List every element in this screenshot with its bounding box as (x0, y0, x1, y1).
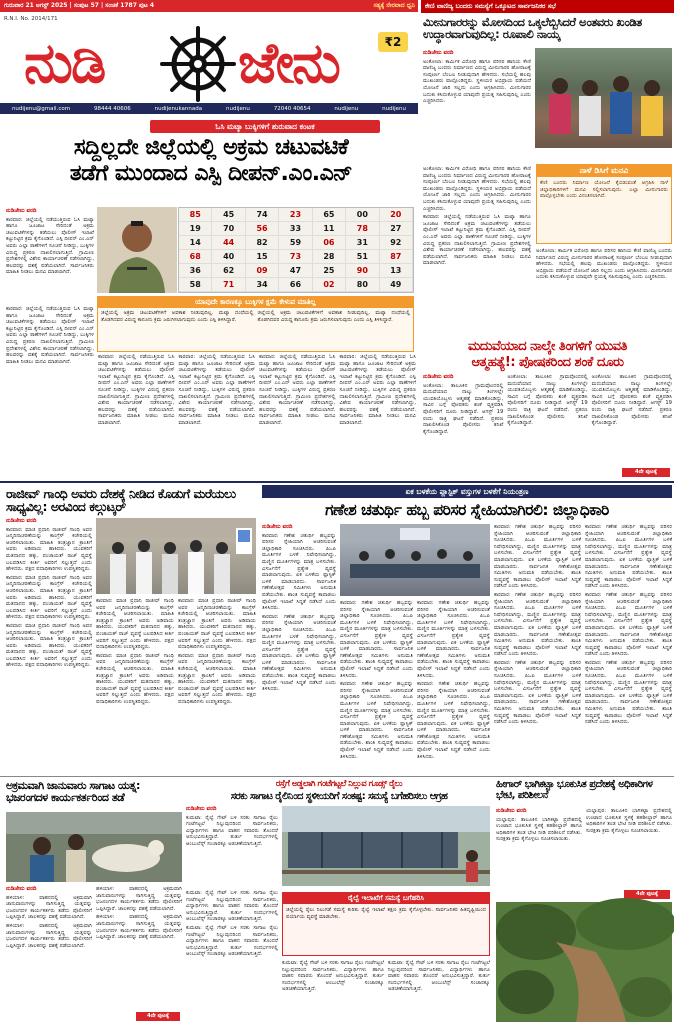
lead-col-4: ಕಾರವಾರ: ಜಿಲ್ಲೆಯಲ್ಲಿ ನಡೆಯುತ್ತಿರುವ ಓಸಿ ಮಟ್ಕಾ ಹಾಗೂ ಜೂಜಾಟ ಸೇರಿದಂತೆ ಅಕ್ರಮ ಚಟುವಟಿಕೆಗಳನ್ನು ತಡೆಯಲು ಪೊಲೀಸ್ ಇಲಾಖೆ ಕಟ್ಟುನಿಟ್ಟಿನ ಕ್ರಮ ಕೈಗೊಂಡಿದೆ. ಎಸ್ಪಿ ದೀಪನ್ ಎಂ.ಎನ್ ಅವರು ಎಲ್ಲಾ ಠಾಣೆಗಳಿಗೆ ಸೂಚನೆ ನೀಡಿದ್ದು, ಬುಕ್ಕಿಗಳ ವಿರುದ್ಧ ಪ್ರಕರಣ ದಾಖಲಿಸಲಾಗುತ್ತಿದೆ. ಗ್ರಾಮೀಣ ಪ್ರದೇಶಗಳಲ್ಲಿ ವಿಶೇಷ ಕಾರ್ಯಾಚರಣೆ ನಡೆಸಲಾಗಿದ್ದು, ಹಲವರನ್ನು ವಶಕ್ಕೆ ಪಡೆಯಲಾಗಿದೆ. ಸಾರ್ವಜನಿಕರು ಮಾಹಿತಿ ನೀಡಲು ಮನವಿ ಮಾಡಲಾಗಿದೆ. (178, 354, 255, 426)
rajiv-col-3 (178, 598, 256, 770)
land-byline: ನುಡಿಜೇನು ವರದಿ (496, 808, 527, 814)
yatra-headline: ಅಕ್ರಮವಾಗಿ ಜಾನುವಾರು ಸಾಗಾಟ ಯತ್ನ: ಭಜರಂಗದಳ ಕಾರ್ಯಕರ್ತರಿಂದ ತಡೆ (6, 779, 140, 804)
yatra-photo (6, 812, 182, 882)
matka-number-cell: 34 (246, 278, 279, 292)
right-story-headline: ಮೀನುಗಾರರನ್ನು ಮೋಸದಿಂದ ಒಕ್ಕಲೆಬ್ಬಿಸಿದರೆ ಅಂತವರು ಖಂಡಿತ ಉದ್ಧಾರವಾಗುವುದಿಲ್ಲ: ರೂಪಾಲಿ ನಾಯ್ಕ (423, 15, 642, 42)
yatra-text-1b: ಹಳಿಯಾಳ: ವಾಹನದಲ್ಲಿ ಅಕ್ರಮವಾಗಿ ಜಾನುವಾರುಗಳನ್ನು ಸಾಗಿಸುತ್ತಿದ್ದ ಯತ್ನವನ್ನು ಭಜರಂಗದಳ ಕಾರ್ಯಕರ್ತರು ತಡೆದು ಪೊಲೀಸರಿಗೆ ಒಪ್ಪಿಸಿದ್ದಾರೆ. ಚಾಲಕನನ್ನು ವಶಕ್ಕೆ ಪಡೆಯಲಾಗಿದೆ. (6, 922, 92, 949)
ganesh-right-cols (494, 524, 672, 772)
ganesh-col-3 (417, 600, 490, 772)
masthead-title-left: ನುಡಿ (24, 31, 105, 96)
rajiv-text-2b: ಕಾರವಾರ: ಮಾಜಿ ಪ್ರಧಾನಿ ರಾಜೀವ್ ಗಾಂಧಿ ಅವರ ಜನ್ಮದಿನಾಚರಣೆಯನ್ನು ಕಾಂಗ್ರೆಸ್ ಕಚೇರಿಯಲ್ಲಿ ಆಚರಿಸಲಾಯಿತು. ಮಾಹಿತಿ ತಂತ್ರಜ್ಞಾನ ಕ್ರಾಂತಿಗೆ ಅವರು ಅಡಿಪಾಯ ಹಾಕಿದರು. ಯುವಕರಿಗೆ ಮತದಾನದ ಹಕ್ಕು, ಪಂಚಾಯತ್ ರಾಜ್ ವ್ಯವಸ್ಥೆ ಬಲಪಡಿಸಿದ ಕೀರ್ತಿ ಅವರಿಗೆ ಸಲ್ಲುತ್ತದೆ ಎಂದು ಹೇಳಿದರು. ಪಕ್ಷದ ಪದಾಧಿಕಾರಿಗಳು ಉಪಸ್ಥಿತರಿದ್ದರು. (96, 652, 174, 705)
matka-number-cell: 23 (279, 208, 312, 222)
right-story-continued-b (536, 248, 672, 336)
matka-number-cell: 28 (313, 250, 346, 264)
land-headline: ಹೀಗಾರ್ ಭಾಗಿಕಟ್ಟಾ ಭೂಕುಸಿತ ಪ್ರದೇಶಕ್ಕೆ ಅಧಿಕಾರಿಗಳ ಭೇಟಿ, ಪರಿಶೀಲನೆ (496, 779, 653, 801)
rajiv-text-1c: ಕಾರವಾರ: ಮಾಜಿ ಪ್ರಧಾನಿ ರಾಜೀವ್ ಗಾಂಧಿ ಅವರ ಜನ್ಮದಿನಾಚರಣೆಯನ್ನು ಕಾಂಗ್ರೆಸ್ ಕಚೇರಿಯಲ್ಲಿ ಆಚರಿಸಲಾಯಿತು. ಮಾಹಿತಿ ತಂತ್ರಜ್ಞಾನ ಕ್ರಾಂತಿಗೆ ಅವರು ಅಡಿಪಾಯ ಹಾಕಿದರು. ಯುವಕರಿಗೆ ಮತದಾನದ ಹಕ್ಕು, ಪಂಚಾಯತ್ ರಾಜ್ ವ್ಯವಸ್ಥೆ ಬಲಪಡಿಸಿದ ಕೀರ್ತಿ ಅವರಿಗೆ ಸಲ್ಲುತ್ತದೆ ಎಂದು ಹೇಳಿದರು. ಪಕ್ಷದ ಪದಾಧಿಕಾರಿಗಳು ಉಪಸ್ಥಿತರಿದ್ದರು. (6, 622, 92, 669)
matka-number-cell: 06 (313, 236, 346, 250)
yatra-text-2b: ಹಳಿಯಾಳ: ವಾಹನದಲ್ಲಿ ಅಕ್ರಮವಾಗಿ ಜಾನುವಾರುಗಳನ್ನು ಸಾಗಿಸುತ್ತಿದ್ದ ಯತ್ನವನ್ನು ಭಜರಂಗದಳ ಕಾರ್ಯಕರ್ತರು ತಡೆದು ಪೊಲೀಸರಿಗೆ ಒಪ್ಪಿಸಿದ್ದಾರೆ. ಚಾಲಕನನ್ನು ವಶಕ್ಕೆ ಪಡೆಯಲಾಗಿದೆ. (96, 914, 182, 941)
suicide-body (423, 374, 672, 478)
right-story-byline: ನುಡಿಜೇನು ವರದಿ (423, 50, 454, 56)
ship-wheel-logo (160, 26, 236, 102)
matka-number-cell: 27 (380, 222, 413, 236)
rail-lower-cols (282, 960, 490, 1022)
land-body (496, 808, 672, 898)
matka-number-cell: 58 (179, 278, 212, 292)
yatra-col-2 (96, 886, 182, 1022)
rail-box-body: ಜಿಲ್ಲೆಯಲ್ಲಿ ರೈಲು ನಿಲುಗಡೆ ಸಮಸ್ಯೆ ಕುರಿತು ರೈಲ್ವೆ ಇಲಾಖೆ ತಕ್ಷಣ ಕ್ರಮ ಕೈಗೊಳ್ಳಬೇಕು. ಸಾರ್ವಜನಿಕರ ಹಿತದೃಷ್ಟಿಯಿಂದ ಪರ್ಯಾಯ ವ್ಯವಸ್ಥೆ ಮಾಡಬೇಕು. (286, 907, 486, 920)
land-text-1: ಯಲ್ಲಾಪುರ: ತಾಲೂಕಿನ ಭಾಗಿಕಟ್ಟಾ ಪ್ರದೇಶದಲ್ಲಿ ಉಂಟಾದ ಭೂಕುಸಿತ ಸ್ಥಳಕ್ಕೆ ತಹಶೀಲ್ದಾರ್ ಹಾಗೂ ಅಧಿಕಾರಿಗಳ ತಂಡ ಭೇಟಿ ನೀಡಿ ಪರಿಶೀಲನೆ ನಡೆಸಿತು. ಸುರಕ್ಷತಾ ಕ್ರಮ ಕೈಗೊಳ್ಳಲು ಸೂಚಿಸಲಾಯಿತು. (496, 816, 582, 843)
rni-number: R.N.I. No. 2014/171 (4, 16, 58, 22)
matka-number-cell: 92 (380, 236, 413, 250)
yatra-byline: ನುಡಿಜೇನು ವರದಿ (6, 886, 37, 892)
matka-chart (178, 207, 414, 293)
ganesh-col-5 (585, 524, 672, 772)
instagram-handle: nudijenu (226, 105, 250, 112)
rail-col-3: ಕುಮಟಾ: ರೈಲ್ವೆ ಗೇಟ್ ಬಳಿ ಸರಕು ಸಾಗಾಟ ರೈಲು ಗಂಟೆಗಟ್ಟಲೆ ನಿಲ್ಲುವುದರಿಂದ ಸಾರ್ವಜನಿಕರು, ವಿದ್ಯಾರ್ಥಿಗಳು ಹಾಗೂ ವಾಹನ ಸವಾರರು ತೊಂದರೆ ಅನುಭವಿಸುತ್ತಿದ್ದಾರೆ. ತುರ್ತು ಸಂದರ್ಭಗಳಲ್ಲಿ ಆಂಬುಲೆನ್ಸ್ ಸಂಚಾರಕ್ಕೂ ಅಡಚಣೆಯಾಗುತ್ತಿದೆ. (388, 960, 490, 993)
rail-text-1b: ಕುಮಟಾ: ರೈಲ್ವೆ ಗೇಟ್ ಬಳಿ ಸರಕು ಸಾಗಾಟ ರೈಲು ಗಂಟೆಗಟ್ಟಲೆ ನಿಲ್ಲುವುದರಿಂದ ಸಾರ್ವಜನಿಕರು, ವಿದ್ಯಾರ್ಥಿಗಳು ಹಾಗೂ ವಾಹನ ಸವಾರರು ತೊಂದರೆ ಅನುಭವಿಸುತ್ತಿದ್ದಾರೆ. ತುರ್ತು ಸಂದರ್ಭಗಳಲ್ಲಿ ಆಂಬುಲೆನ್ಸ್ ಸಂಚಾರಕ್ಕೂ ಅಡಚಣೆಯಾಗುತ್ತಿದೆ. (186, 890, 278, 923)
matka-number-cell: 70 (212, 222, 245, 236)
land-continued-tag[interactable]: 4ನೇ ಪುಟಕ್ಕೆ (624, 890, 670, 899)
rajiv-text-1: ಕಾರವಾರ: ಮಾಜಿ ಪ್ರಧಾನಿ ರಾಜೀವ್ ಗಾಂಧಿ ಅವರ ಜನ್ಮದಿನಾಚರಣೆಯನ್ನು ಕಾಂಗ್ರೆಸ್ ಕಚೇರಿಯಲ್ಲಿ ಆಚರಿಸಲಾಯಿತು. ಮಾಹಿತಿ ತಂತ್ರಜ್ಞಾನ ಕ್ರಾಂತಿಗೆ ಅವರು ಅಡಿಪಾಯ ಹಾಕಿದರು. ಯುವಕರಿಗೆ ಮತದಾನದ ಹಕ್ಕು, ಪಂಚಾಯತ್ ರಾಜ್ ವ್ಯವಸ್ಥೆ ಬಲಪಡಿಸಿದ ಕೀರ್ತಿ ಅವರಿಗೆ ಸಲ್ಲುತ್ತದೆ ಎಂದು ಹೇಳಿದರು. ಪಕ್ಷದ ಪದಾಧಿಕಾರಿಗಳು ಉಪಸ್ಥಿತರಿದ್ದರು. (6, 526, 92, 573)
suicide-text-3: ಅಂಕೋಲಾ: ತಾಲೂಕಿನ ಗ್ರಾಮವೊಂದರಲ್ಲಿ ಮದುವೆಯಾದ ನಾಲ್ಕು ತಿಂಗಳಲ್ಲೇ ಯುವತಿಯೊಬ್ಬಳು ಆತ್ಮಹತ್ಯೆ ಮಾಡಿಕೊಂಡಿದ್ದು, ಸಾವಿನ ಬಗ್ಗೆ ಪೋಷಕರು ಶಂಕೆ ವ್ಯಕ್ತಪಡಿಸಿ ಪೊಲೀಸರಿಗೆ ದೂರು ನೀಡಿದ್ದಾರೆ. ಆಗಸ್ಟ್ 19 ರಂದು ರಾತ್ರಿ ಘಟನೆ ನಡೆದಿದೆ. ಪ್ರಕರಣ ದಾಖಲಿಸಿಕೊಂಡ ಪೊಲೀಸರು ತನಿಖೆ ಕೈಗೊಂಡಿದ್ದಾರೆ. (591, 374, 672, 427)
rail-byline: ನುಡಿಜೇನು ವರದಿ (186, 806, 217, 812)
matka-number-cell: 47 (279, 264, 312, 278)
ganesh-text-2: ಕಾರವಾರ: ಗಣೇಶ ಚತುರ್ಥಿ ಹಬ್ಬವನ್ನು ಪರಿಸರ ಸ್ನೇಹಿಯಾಗಿ ಆಚರಿಸುವಂತೆ ಜಿಲ್ಲಾಧಿಕಾರಿ ಸೂಚಿಸಿದರು. ಪಿಒಪಿ ಮೂರ್ತಿಗಳ ಬಳಕೆ ನಿಷೇಧಿಸಲಾಗಿದ್ದು, ಮಣ್ಣಿನ ಮೂರ್ತಿಗಳನ್ನು ಮಾತ್ರ ಬಳಸಬೇಕು. ವಿಸರ್ಜನೆಗೆ ಪ್ರತ್ಯೇಕ ವ್ಯವಸ್ಥೆ ಮಾಡಲಾಗುವುದು. ಏಕ ಬಳಕೆಯ ಪ್ಲಾಸ್ಟಿಕ್ ಬಳಕೆ ಮಾಡಬಾರದು. ಸಾರ್ವಜನಿಕ ಗಣೇಶೋತ್ಸವ ಸಮಿತಿಗಳು ಅನುಮತಿ ಪಡೆಯಬೇಕು. ಶಾಂತಿ ಸುವ್ಯವಸ್ಥೆ ಕಾಪಾಡಲು ಪೊಲೀಸ್ ಇಲಾಖೆ ಸಿದ್ಧತೆ ನಡೆಸಿದೆ ಎಂದು ತಿಳಿಸಿದರು. (340, 600, 413, 679)
rajiv-text-3b: ಕಾರವಾರ: ಮಾಜಿ ಪ್ರಧಾನಿ ರಾಜೀವ್ ಗಾಂಧಿ ಅವರ ಜನ್ಮದಿನಾಚರಣೆಯನ್ನು ಕಾಂಗ್ರೆಸ್ ಕಚೇರಿಯಲ್ಲಿ ಆಚರಿಸಲಾಯಿತು. ಮಾಹಿತಿ ತಂತ್ರಜ್ಞಾನ ಕ್ರಾಂತಿಗೆ ಅವರು ಅಡಿಪಾಯ ಹಾಕಿದರು. ಯುವಕರಿಗೆ ಮತದಾನದ ಹಕ್ಕು, ಪಂಚಾಯತ್ ರಾಜ್ ವ್ಯವಸ್ಥೆ ಬಲಪಡಿಸಿದ ಕೀರ್ತಿ ಅವರಿಗೆ ಸಲ್ಲುತ್ತದೆ ಎಂದು ಹೇಳಿದರು. ಪಕ್ಷದ ಪದಾಧಿಕಾರಿಗಳು ಉಪಸ್ಥಿತರಿದ್ದರು. (178, 652, 256, 705)
rail-photo (282, 806, 490, 886)
ganesh-col-2 (340, 600, 413, 772)
land-text-2: ಯಲ್ಲಾಪುರ: ತಾಲೂಕಿನ ಭಾಗಿಕಟ್ಟಾ ಪ್ರದೇಶದಲ್ಲಿ ಉಂಟಾದ ಭೂಕುಸಿತ ಸ್ಥಳಕ್ಕೆ ತಹಶೀಲ್ದಾರ್ ಹಾಗೂ ಅಧಿಕಾರಿಗಳ ತಂಡ ಭೇಟಿ ನೀಡಿ ಪರಿಶೀಲನೆ ನಡೆಸಿತು. ಸುರಕ್ಷತಾ ಕ್ರಮ ಕೈಗೊಳ್ಳಲು ಸೂಚಿಸಲಾಯಿತು. (586, 808, 672, 834)
rail-text-1: ಕುಮಟಾ: ರೈಲ್ವೆ ಗೇಟ್ ಬಳಿ ಸರಕು ಸಾಗಾಟ ರೈಲು ಗಂಟೆಗಟ್ಟಲೆ ನಿಲ್ಲುವುದರಿಂದ ಸಾರ್ವಜನಿಕರು, ವಿದ್ಯಾರ್ಥಿಗಳು ಹಾಗೂ ವಾಹನ ಸವಾರರು ತೊಂದರೆ ಅನುಭವಿಸುತ್ತಿದ್ದಾರೆ. ತುರ್ತು ಸಂದರ್ಭಗಳಲ್ಲಿ ಆಂಬುಲೆನ್ಸ್ ಸಂಚಾರಕ್ಕೂ ಅಡಚಣೆಯಾಗುತ್ತಿದೆ. (186, 814, 278, 847)
yatra-body (6, 886, 182, 1022)
email-text: nudijenu@gmail.com (11, 105, 71, 112)
rajiv-lower-cols (96, 598, 256, 770)
rajiv-text-1b: ಕಾರವಾರ: ಮಾಜಿ ಪ್ರಧಾನಿ ರಾಜೀವ್ ಗಾಂಧಿ ಅವರ ಜನ್ಮದಿನಾಚರಣೆಯನ್ನು ಕಾಂಗ್ರೆಸ್ ಕಚೇರಿಯಲ್ಲಿ ಆಚರಿಸಲಾಯಿತು. ಮಾಹಿತಿ ತಂತ್ರಜ್ಞಾನ ಕ್ರಾಂತಿಗೆ ಅವರು ಅಡಿಪಾಯ ಹಾಕಿದರು. ಯುವಕರಿಗೆ ಮತದಾನದ ಹಕ್ಕು, ಪಂಚಾಯತ್ ರಾಜ್ ವ್ಯವಸ್ಥೆ ಬಲಪಡಿಸಿದ ಕೀರ್ತಿ ಅವರಿಗೆ ಸಲ್ಲುತ್ತದೆ ಎಂದು ಹೇಳಿದರು. ಪಕ್ಷದ ಪದಾಧಿಕಾರಿಗಳು ಉಪಸ್ಥಿತರಿದ್ದರು. (6, 574, 92, 621)
matka-number-cell: 74 (246, 208, 279, 222)
yatra-continued-tag[interactable]: 4ನೇ ಪುಟಕ್ಕೆ (136, 1012, 180, 1021)
matka-number-cell: 90 (346, 264, 379, 278)
matka-number-cell: 62 (212, 264, 245, 278)
land-col-2 (586, 808, 672, 898)
matka-number-cell: 20 (380, 208, 413, 222)
appeal-box-title: ನಾಳೆ ಡಿಸಿಗೆ ಮನವಿ (537, 165, 671, 177)
contact-bar (0, 103, 418, 114)
lead-headline-2: ತಡೆಗೆ ಮುಂದಾದ ಎಸ್ಪಿ ದೀಪನ್.ಎಂ.ಎನ್ (69, 161, 353, 186)
lead-col-2: ಕಾರವಾರ: ಜಿಲ್ಲೆಯಲ್ಲಿ ನಡೆಯುತ್ತಿರುವ ಓಸಿ ಮಟ್ಕಾ ಹಾಗೂ ಜೂಜಾಟ ಸೇರಿದಂತೆ ಅಕ್ರಮ ಚಟುವಟಿಕೆಗಳನ್ನು ತಡೆಯಲು ಪೊಲೀಸ್ ಇಲಾಖೆ ಕಟ್ಟುನಿಟ್ಟಿನ ಕ್ರಮ ಕೈಗೊಂಡಿದೆ. ಎಸ್ಪಿ ದೀಪನ್ ಎಂ.ಎನ್ ಅವರು ಎಲ್ಲಾ ಠಾಣೆಗಳಿಗೆ ಸೂಚನೆ ನೀಡಿದ್ದು, ಬುಕ್ಕಿಗಳ ವಿರುದ್ಧ ಪ್ರಕರಣ ದಾಖಲಿಸಲಾಗುತ್ತಿದೆ. ಗ್ರಾಮೀಣ ಪ್ರದೇಶಗಳಲ್ಲಿ ವಿಶೇಷ ಕಾರ್ಯಾಚರಣೆ ನಡೆಸಲಾಗಿದ್ದು, ಹಲವರನ್ನು ವಶಕ್ಕೆ ಪಡೆಯಲಾಗಿದೆ. ಸಾರ್ವಜನಿಕರು ಮಾಹಿತಿ ನೀಡಲು ಮನವಿ ಮಾಡಲಾಗಿದೆ. (6, 306, 94, 365)
right-story-text-4: ಅಂಕೋಲಾ: ಕಾರ್ಮಿಕ ವಿರೋಧಿ ಹಾಗೂ ಪರಿಸರ ಹಾನಿಯ ಕೇಣಿ ವಾಣಿಜ್ಯ ಬಂದರು ನಿರ್ಮಾಣದ ವಿರುದ್ಧ ಮೀನುಗಾರರ ಹೋರಾಟಕ್ಕೆ ಸಂಪೂರ್ಣ ಬೆಂಬಲ ನೀಡುವುದಾಗಿ ಹೇಳಿದರು. ಸಭೆಯಲ್ಲಿ ಹಲವು ಮುಖಂಡರು ಪಾಲ್ಗೊಂಡಿದ್ದರು. ಸ್ಥಳೀಯರ ಅಭಿಪ್ರಾಯ ಪಡೆಯದೆ ಯೋಜನೆ ಜಾರಿ ಸಲ್ಲದು ಎಂದು ಆಗ್ರಹಿಸಿದರು. ಮೀನುಗಾರರ ಬದುಕು ಕಸಿದುಕೊಳ್ಳುವ ಯಾವುದೇ ಪ್ರಯತ್ನ ಸಹಿಸುವುದಿಲ್ಲ ಎಂದು ಎಚ್ಚರಿಸಿದರು. (536, 248, 672, 281)
ganesh-text-5b: ಕಾರವಾರ: ಗಣೇಶ ಚತುರ್ಥಿ ಹಬ್ಬವನ್ನು ಪರಿಸರ ಸ್ನೇಹಿಯಾಗಿ ಆಚರಿಸುವಂತೆ ಜಿಲ್ಲಾಧಿಕಾರಿ ಸೂಚಿಸಿದರು. ಪಿಒಪಿ ಮೂರ್ತಿಗಳ ಬಳಕೆ ನಿಷೇಧಿಸಲಾಗಿದ್ದು, ಮಣ್ಣಿನ ಮೂರ್ತಿಗಳನ್ನು ಮಾತ್ರ ಬಳಸಬೇಕು. ವಿಸರ್ಜನೆಗೆ ಪ್ರತ್ಯೇಕ ವ್ಯವಸ್ಥೆ ಮಾಡಲಾಗುವುದು. ಏಕ ಬಳಕೆಯ ಪ್ಲಾಸ್ಟಿಕ್ ಬಳಕೆ ಮಾಡಬಾರದು. ಸಾರ್ವಜನಿಕ ಗಣೇಶೋತ್ಸವ ಸಮಿತಿಗಳು ಅನುಮತಿ ಪಡೆಯಬೇಕು. ಶಾಂತಿ ಸುವ್ಯವಸ್ಥೆ ಕಾಪಾಡಲು ಪೊಲೀಸ್ ಇಲಾಖೆ ಸಿದ್ಧತೆ ನಡೆಸಿದೆ ಎಂದು ತಿಳಿಸಿದರು. (585, 591, 672, 658)
plastic-ticker: ಏಕ ಬಳಕೆಯ ಪ್ಲಾಸ್ಟಿಕ್ ವಸ್ತುಗಳ ಬಳಕೆಗೆ ನಿಯಂತ್ರಣ (262, 485, 672, 498)
ganesh-text-4: ಕಾರವಾರ: ಗಣೇಶ ಚತುರ್ಥಿ ಹಬ್ಬವನ್ನು ಪರಿಸರ ಸ್ನೇಹಿಯಾಗಿ ಆಚರಿಸುವಂತೆ ಜಿಲ್ಲಾಧಿಕಾರಿ ಸೂಚಿಸಿದರು. ಪಿಒಪಿ ಮೂರ್ತಿಗಳ ಬಳಕೆ ನಿಷೇಧಿಸಲಾಗಿದ್ದು, ಮಣ್ಣಿನ ಮೂರ್ತಿಗಳನ್ನು ಮಾತ್ರ ಬಳಸಬೇಕು. ವಿಸರ್ಜನೆಗೆ ಪ್ರತ್ಯೇಕ ವ್ಯವಸ್ಥೆ ಮಾಡಲಾಗುವುದು. ಏಕ ಬಳಕೆಯ ಪ್ಲಾಸ್ಟಿಕ್ ಬಳಕೆ ಮಾಡಬಾರದು. ಸಾರ್ವಜನಿಕ ಗಣೇಶೋತ್ಸವ ಸಮಿತಿಗಳು ಅನುಮತಿ ಪಡೆಯಬೇಕು. ಶಾಂತಿ ಸುವ್ಯವಸ್ಥೆ ಕಾಪಾಡಲು ಪೊಲೀಸ್ ಇಲಾಖೆ ಸಿದ್ಧತೆ ನಡೆಸಿದೆ ಎಂದು ತಿಳಿಸಿದರು. (494, 524, 581, 590)
quote-box-title: ಯಾವುದೇ ಕಾರಣಕ್ಕೂ ಬುಕ್ಕಿಗಳ ಕ್ಷಮೆ ಕೇಳುವ ಮಾತಿಲ್ಲ (98, 297, 413, 308)
ganesh-text-5: ಕಾರವಾರ: ಗಣೇಶ ಚತುರ್ಥಿ ಹಬ್ಬವನ್ನು ಪರಿಸರ ಸ್ನೇಹಿಯಾಗಿ ಆಚರಿಸುವಂತೆ ಜಿಲ್ಲಾಧಿಕಾರಿ ಸೂಚಿಸಿದರು. ಪಿಒಪಿ ಮೂರ್ತಿಗಳ ಬಳಕೆ ನಿಷೇಧಿಸಲಾಗಿದ್ದು, ಮಣ್ಣಿನ ಮೂರ್ತಿಗಳನ್ನು ಮಾತ್ರ ಬಳಸಬೇಕು. ವಿಸರ್ಜನೆಗೆ ಪ್ರತ್ಯೇಕ ವ್ಯವಸ್ಥೆ ಮಾಡಲಾಗುವುದು. ಏಕ ಬಳಕೆಯ ಪ್ಲಾಸ್ಟಿಕ್ ಬಳಕೆ ಮಾಡಬಾರದು. ಸಾರ್ವಜನಿಕ ಗಣೇಶೋತ್ಸವ ಸಮಿತಿಗಳು ಅನುಮತಿ ಪಡೆಯಬೇಕು. ಶಾಂತಿ ಸುವ್ಯವಸ್ಥೆ ಕಾಪಾಡಲು ಪೊಲೀಸ್ ಇಲಾಖೆ ಸಿದ್ಧತೆ ನಡೆಸಿದೆ ಎಂದು ತಿಳಿಸಿದರು. (585, 524, 672, 590)
rail-col-1b (186, 890, 278, 1022)
lead-col-1 (6, 208, 94, 304)
price-badge: ₹2 (378, 32, 408, 52)
rajiv-photo (96, 518, 256, 594)
land-col-1 (496, 808, 582, 898)
right-story-photo (535, 48, 672, 148)
rajiv-text-2: ಕಾರವಾರ: ಮಾಜಿ ಪ್ರಧಾನಿ ರಾಜೀವ್ ಗಾಂಧಿ ಅವರ ಜನ್ಮದಿನಾಚರಣೆಯನ್ನು ಕಾಂಗ್ರೆಸ್ ಕಚೇರಿಯಲ್ಲಿ ಆಚರಿಸಲಾಯಿತು. ಮಾಹಿತಿ ತಂತ್ರಜ್ಞಾನ ಕ್ರಾಂತಿಗೆ ಅವರು ಅಡಿಪಾಯ ಹಾಕಿದರು. ಯುವಕರಿಗೆ ಮತದಾನದ ಹಕ್ಕು, ಪಂಚಾಯತ್ ರಾಜ್ ವ್ಯವಸ್ಥೆ ಬಲಪಡಿಸಿದ ಕೀರ್ತಿ ಅವರಿಗೆ ಸಲ್ಲುತ್ತದೆ ಎಂದು ಹೇಳಿದರು. ಪಕ್ಷದ ಪದಾಧಿಕಾರಿಗಳು ಉಪಸ್ಥಿತರಿದ್ದರು. (96, 598, 174, 651)
ganesh-col-1 (262, 524, 336, 772)
suicide-col-1 (423, 374, 503, 478)
sp-portrait (97, 207, 177, 293)
matka-number-cell: 78 (346, 222, 379, 236)
dateline: ಗುರುವಾರ 21 ಆಗಸ್ಟ್ 2025 | ಸಂಪುಟ 57 | ಸಂಚಿಕೆ 1787 ಪುಟ 4 (4, 2, 155, 9)
matka-number-cell: 11 (313, 222, 346, 236)
matka-number-cell: 40 (212, 250, 245, 264)
matka-number-cell: 44 (212, 236, 245, 250)
rajiv-byline: ನುಡಿಜೇನು ವರದಿ (6, 518, 37, 524)
appeal-box (536, 164, 672, 244)
matka-number-cell: 87 (380, 250, 413, 264)
matka-number-cell: 14 (179, 236, 212, 250)
suicide-byline: ನುಡಿಜೇನು ವರದಿ (423, 374, 454, 380)
right-story-text-2: ಅಂಕೋಲಾ: ಕಾರ್ಮಿಕ ವಿರೋಧಿ ಹಾಗೂ ಪರಿಸರ ಹಾನಿಯ ಕೇಣಿ ವಾಣಿಜ್ಯ ಬಂದರು ನಿರ್ಮಾಣದ ವಿರುದ್ಧ ಮೀನುಗಾರರ ಹೋರಾಟಕ್ಕೆ ಸಂಪೂರ್ಣ ಬೆಂಬಲ ನೀಡುವುದಾಗಿ ಹೇಳಿದರು. ಸಭೆಯಲ್ಲಿ ಹಲವು ಮುಖಂಡರು ಪಾಲ್ಗೊಂಡಿದ್ದರು. ಸ್ಥಳೀಯರ ಅಭಿಪ್ರಾಯ ಪಡೆಯದೆ ಯೋಜನೆ ಜಾರಿ ಸಲ್ಲದು ಎಂದು ಆಗ್ರಹಿಸಿದರು. ಮೀನುಗಾರರ ಬದುಕು ಕಸಿದುಕೊಳ್ಳುವ ಯಾವುದೇ ಪ್ರಯತ್ನ ಸಹಿಸುವುದಿಲ್ಲ ಎಂದು ಎಚ್ಚರಿಸಿದರು. (423, 166, 531, 212)
ganesh-text-3: ಕಾರವಾರ: ಗಣೇಶ ಚತುರ್ಥಿ ಹಬ್ಬವನ್ನು ಪರಿಸರ ಸ್ನೇಹಿಯಾಗಿ ಆಚರಿಸುವಂತೆ ಜಿಲ್ಲಾಧಿಕಾರಿ ಸೂಚಿಸಿದರು. ಪಿಒಪಿ ಮೂರ್ತಿಗಳ ಬಳಕೆ ನಿಷೇಧಿಸಲಾಗಿದ್ದು, ಮಣ್ಣಿನ ಮೂರ್ತಿಗಳನ್ನು ಮಾತ್ರ ಬಳಸಬೇಕು. ವಿಸರ್ಜನೆಗೆ ಪ್ರತ್ಯೇಕ ವ್ಯವಸ್ಥೆ ಮಾಡಲಾಗುವುದು. ಏಕ ಬಳಕೆಯ ಪ್ಲಾಸ್ಟಿಕ್ ಬಳಕೆ ಮಾಡಬಾರದು. ಸಾರ್ವಜನಿಕ ಗಣೇಶೋತ್ಸವ ಸಮಿತಿಗಳು ಅನುಮತಿ ಪಡೆಯಬೇಕು. ಶಾಂತಿ ಸುವ್ಯವಸ್ಥೆ ಕಾಪಾಡಲು ಪೊಲೀಸ್ ಇಲಾಖೆ ಸಿದ್ಧತೆ ನಡೆಸಿದೆ ಎಂದು ತಿಳಿಸಿದರು. (417, 600, 490, 679)
matka-number-cell: 66 (279, 278, 312, 292)
lead-bottom-columns (6, 306, 416, 426)
matka-number-cell: 09 (246, 264, 279, 278)
lead-col-3: ಕಾರವಾರ: ಜಿಲ್ಲೆಯಲ್ಲಿ ನಡೆಯುತ್ತಿರುವ ಓಸಿ ಮಟ್ಕಾ ಹಾಗೂ ಜೂಜಾಟ ಸೇರಿದಂತೆ ಅಕ್ರಮ ಚಟುವಟಿಕೆಗಳನ್ನು ತಡೆಯಲು ಪೊಲೀಸ್ ಇಲಾಖೆ ಕಟ್ಟುನಿಟ್ಟಿನ ಕ್ರಮ ಕೈಗೊಂಡಿದೆ. ಎಸ್ಪಿ ದೀಪನ್ ಎಂ.ಎನ್ ಅವರು ಎಲ್ಲಾ ಠಾಣೆಗಳಿಗೆ ಸೂಚನೆ ನೀಡಿದ್ದು, ಬುಕ್ಕಿಗಳ ವಿರುದ್ಧ ಪ್ರಕರಣ ದಾಖಲಿಸಲಾಗುತ್ತಿದೆ. ಗ್ರಾಮೀಣ ಪ್ರದೇಶಗಳಲ್ಲಿ ವಿಶೇಷ ಕಾರ್ಯಾಚರಣೆ ನಡೆಸಲಾಗಿದ್ದು, ಹಲವರನ್ನು ವಶಕ್ಕೆ ಪಡೆಯಲಾಗಿದೆ. ಸಾರ್ವಜನಿಕರು ಮಾಹಿತಿ ನೀಡಲು ಮನವಿ ಮಾಡಲಾಗಿದೆ. (98, 354, 175, 426)
matka-number-cell: 80 (346, 278, 379, 292)
facebook-handle: nudijenukannada (154, 105, 203, 112)
ganesh-text-1: ಕಾರವಾರ: ಗಣೇಶ ಚತುರ್ಥಿ ಹಬ್ಬವನ್ನು ಪರಿಸರ ಸ್ನೇಹಿಯಾಗಿ ಆಚರಿಸುವಂತೆ ಜಿಲ್ಲಾಧಿಕಾರಿ ಸೂಚಿಸಿದರು. ಪಿಒಪಿ ಮೂರ್ತಿಗಳ ಬಳಕೆ ನಿಷೇಧಿಸಲಾಗಿದ್ದು, ಮಣ್ಣಿನ ಮೂರ್ತಿಗಳನ್ನು ಮಾತ್ರ ಬಳಸಬೇಕು. ವಿಸರ್ಜನೆಗೆ ಪ್ರತ್ಯೇಕ ವ್ಯವಸ್ಥೆ ಮಾಡಲಾಗುವುದು. ಏಕ ಬಳಕೆಯ ಪ್ಲಾಸ್ಟಿಕ್ ಬಳಕೆ ಮಾಡಬಾರದು. ಸಾರ್ವಜನಿಕ ಗಣೇಶೋತ್ಸವ ಸಮಿತಿಗಳು ಅನುಮತಿ ಪಡೆಯಬೇಕು. ಶಾಂತಿ ಸುವ್ಯವಸ್ಥೆ ಕಾಪಾಡಲು ಪೊಲೀಸ್ ಇಲಾಖೆ ಸಿದ್ಧತೆ ನಡೆಸಿದೆ ಎಂದು ತಿಳಿಸಿದರು. (262, 532, 336, 612)
rail-headline: ಸರಕು ಸಾಗಾಟ ರೈಲಿನಿಂದ ಸ್ಥಳೀಯರಿಗೆ ಸಂಕಷ್ಟ: ಸಮಸ್ಯೆ ಬಗೆಹರಿಸಲು ಆಗ್ರಹ (230, 791, 448, 802)
lead-headline-1: ಸದ್ದಿಲ್ಲದೇ ಜಿಲ್ಲೆಯಲ್ಲಿ ಅಕ್ರಮ ಚಟುವಟಿಕೆ (73, 135, 349, 160)
yatra-col-1 (6, 886, 92, 1022)
quote-col-2: ಜಿಲ್ಲೆಯಲ್ಲಿ ಅಕ್ರಮ ಚಟುವಟಿಕೆಗಳಿಗೆ ಅವಕಾಶ ನೀಡುವುದಿಲ್ಲ. ಮಟ್ಕಾ ದಂಧೆಯಲ್ಲಿ ತೊಡಗಿದವರ ವಿರುದ್ಧ ಕಾನೂನು ಕ್ರಮ ಜರುಗಿಸಲಾಗುವುದು ಎಂದು ಎಸ್ಪಿ ತಿಳಿಸಿದ್ದಾರೆ. (257, 310, 410, 323)
matka-number-cell: 36 (179, 264, 212, 278)
matka-number-cell: 82 (246, 236, 279, 250)
ganesh-lower-cols (340, 600, 490, 772)
matka-number-cell: 85 (179, 208, 212, 222)
lead-text-1: ಕಾರವಾರ: ಜಿಲ್ಲೆಯಲ್ಲಿ ನಡೆಯುತ್ತಿರುವ ಓಸಿ ಮಟ್ಕಾ ಹಾಗೂ ಜೂಜಾಟ ಸೇರಿದಂತೆ ಅಕ್ರಮ ಚಟುವಟಿಕೆಗಳನ್ನು ತಡೆಯಲು ಪೊಲೀಸ್ ಇಲಾಖೆ ಕಟ್ಟುನಿಟ್ಟಿನ ಕ್ರಮ ಕೈಗೊಂಡಿದೆ. ಎಸ್ಪಿ ದೀಪನ್ ಎಂ.ಎನ್ ಅವರು ಎಲ್ಲಾ ಠಾಣೆಗಳಿಗೆ ಸೂಚನೆ ನೀಡಿದ್ದು, ಬುಕ್ಕಿಗಳ ವಿರುದ್ಧ ಪ್ರಕರಣ ದಾಖಲಿಸಲಾಗುತ್ತಿದೆ. ಗ್ರಾಮೀಣ ಪ್ರದೇಶಗಳಲ್ಲಿ ವಿಶೇಷ ಕಾರ್ಯಾಚರಣೆ ನಡೆಸಲಾಗಿದ್ದು, ಹಲವರನ್ನು ವಶಕ್ಕೆ ಪಡೆಯಲಾಗಿದೆ. ಸಾರ್ವಜನಿಕರು ಮಾಹಿತಿ ನೀಡಲು ಮನವಿ ಮಾಡಲಾಗಿದೆ. (6, 216, 94, 276)
right-story-text-3: ಕಾರವಾರ: ಜಿಲ್ಲೆಯಲ್ಲಿ ನಡೆಯುತ್ತಿರುವ ಓಸಿ ಮಟ್ಕಾ ಹಾಗೂ ಜೂಜಾಟ ಸೇರಿದಂತೆ ಅಕ್ರಮ ಚಟುವಟಿಕೆಗಳನ್ನು ತಡೆಯಲು ಪೊಲೀಸ್ ಇಲಾಖೆ ಕಟ್ಟುನಿಟ್ಟಿನ ಕ್ರಮ ಕೈಗೊಂಡಿದೆ. ಎಸ್ಪಿ ದೀಪನ್ ಎಂ.ಎನ್ ಅವರು ಎಲ್ಲಾ ಠಾಣೆಗಳಿಗೆ ಸೂಚನೆ ನೀಡಿದ್ದು, ಬುಕ್ಕಿಗಳ ವಿರುದ್ಧ ಪ್ರಕರಣ ದಾಖಲಿಸಲಾಗುತ್ತಿದೆ. ಗ್ರಾಮೀಣ ಪ್ರದೇಶಗಳಲ್ಲಿ ವಿಶೇಷ ಕಾರ್ಯಾಚರಣೆ ನಡೆಸಲಾಗಿದ್ದು, ಹಲವರನ್ನು ವಶಕ್ಕೆ ಪಡೆಯಲಾಗಿದೆ. ಸಾರ್ವಜನಿಕರು ಮಾಹಿತಿ ನೀಡಲು ಮನವಿ ಮಾಡಲಾಗಿದೆ. (423, 214, 531, 267)
rajiv-headline: ರಾಜೀವ್ ಗಾಂಧಿ ಅವರು ದೇಶಕ್ಕೆ ನೀಡಿದ ಕೊಡುಗೆ ಮರೆಯಲು ಸಾಧ್ಯವಿಲ್ಲ: ಅರವಿಂದ ಕಲ್ಗುಟ್ಕರ್ (6, 486, 236, 515)
matka-number-cell: 65 (313, 208, 346, 222)
phone-text: 98444 40606 (93, 105, 131, 112)
matka-number-cell: 56 (246, 222, 279, 236)
land-photo (496, 902, 672, 1022)
slogan: ಸತ್ಯಕ್ಕೆ ನೇರವಾದ ಧ್ವನಿ (373, 2, 415, 9)
suicide-continued-tag[interactable]: 4ನೇ ಪುಟಕ್ಕೆ (622, 468, 670, 477)
suicide-text-1: ಅಂಕೋಲಾ: ತಾಲೂಕಿನ ಗ್ರಾಮವೊಂದರಲ್ಲಿ ಮದುವೆಯಾದ ನಾಲ್ಕು ತಿಂಗಳಲ್ಲೇ ಯುವತಿಯೊಬ್ಬಳು ಆತ್ಮಹತ್ಯೆ ಮಾಡಿಕೊಂಡಿದ್ದು, ಸಾವಿನ ಬಗ್ಗೆ ಪೋಷಕರು ಶಂಕೆ ವ್ಯಕ್ತಪಡಿಸಿ ಪೊಲೀಸರಿಗೆ ದೂರು ನೀಡಿದ್ದಾರೆ. ಆಗಸ್ಟ್ 19 ರಂದು ರಾತ್ರಿ ಘಟನೆ ನಡೆದಿದೆ. ಪ್ರಕರಣ ದಾಖಲಿಸಿಕೊಂಡ ಪೊಲೀಸರು ತನಿಖೆ ಕೈಗೊಂಡಿದ್ದಾರೆ. (423, 382, 504, 435)
section-divider-2 (0, 776, 674, 777)
lead-byline: ನುಡಿಜೇನು ವರದಿ (6, 208, 37, 214)
matka-number-cell: 73 (279, 250, 312, 264)
ganesh-text-4c: ಕಾರವಾರ: ಗಣೇಶ ಚತುರ್ಥಿ ಹಬ್ಬವನ್ನು ಪರಿಸರ ಸ್ನೇಹಿಯಾಗಿ ಆಚರಿಸುವಂತೆ ಜಿಲ್ಲಾಧಿಕಾರಿ ಸೂಚಿಸಿದರು. ಪಿಒಪಿ ಮೂರ್ತಿಗಳ ಬಳಕೆ ನಿಷೇಧಿಸಲಾಗಿದ್ದು, ಮಣ್ಣಿನ ಮೂರ್ತಿಗಳನ್ನು ಮಾತ್ರ ಬಳಸಬೇಕು. ವಿಸರ್ಜನೆಗೆ ಪ್ರತ್ಯೇಕ ವ್ಯವಸ್ಥೆ ಮಾಡಲಾಗುವುದು. ಏಕ ಬಳಕೆಯ ಪ್ಲಾಸ್ಟಿಕ್ ಬಳಕೆ ಮಾಡಬಾರದು. ಸಾರ್ವಜನಿಕ ಗಣೇಶೋತ್ಸವ ಸಮಿತಿಗಳು ಅನುಮತಿ ಪಡೆಯಬೇಕು. ಶಾಂತಿ ಸುವ್ಯವಸ್ಥೆ ಕಾಪಾಡಲು ಪೊಲೀಸ್ ಇಲಾಖೆ ಸಿದ್ಧತೆ ನಡೆಸಿದೆ ಎಂದು ತಿಳಿಸಿದರು. (494, 659, 581, 726)
ganesh-headline: ಗಣೇಶ ಚತುರ್ಥಿ ಹಬ್ಬ ಪರಿಸರ ಸ್ನೇಹಿಯಾಗಿರಲಿ: ಜಿಲ್ಲಾಧಿಕಾರಿ (325, 501, 609, 519)
matka-number-cell: 13 (380, 264, 413, 278)
lead-kicker: ಓಸಿ ಮಟ್ಕಾ ಬುಕ್ಕಿಗಳಿಗೆ ಶುರುವಾದ ಕಂಟಕ (150, 120, 380, 133)
suicide-headline-1: ಮದುವೆಯಾದ ನಾಲ್ಕೇ ತಿಂಗಳಿಗೆ ಯುವತಿ (467, 339, 628, 354)
right-story-text: ಅಂಕೋಲಾ: ಕಾರ್ಮಿಕ ವಿರೋಧಿ ಹಾಗೂ ಪರಿಸರ ಹಾನಿಯ ಕೇಣಿ ವಾಣಿಜ್ಯ ಬಂದರು ನಿರ್ಮಾಣದ ವಿರುದ್ಧ ಮೀನುಗಾರರ ಹೋರಾಟಕ್ಕೆ ಸಂಪೂರ್ಣ ಬೆಂಬಲ ನೀಡುವುದಾಗಿ ಹೇಳಿದರು. ಸಭೆಯಲ್ಲಿ ಹಲವು ಮುಖಂಡರು ಪಾಲ್ಗೊಂಡಿದ್ದರು. ಸ್ಥಳೀಯರ ಅಭಿಪ್ರಾಯ ಪಡೆಯದೆ ಯೋಜನೆ ಜಾರಿ ಸಲ್ಲದು ಎಂದು ಆಗ್ರಹಿಸಿದರು. ಮೀನುಗಾರರ ಬದುಕು ಕಸಿದುಕೊಳ್ಳುವ ಯಾವುದೇ ಪ್ರಯತ್ನ ಸಹಿಸುವುದಿಲ್ಲ ಎಂದು ಎಚ್ಚರಿಸಿದರು. (423, 58, 531, 105)
ganesh-byline: ನುಡಿಜೇನು ವರದಿ (262, 524, 293, 530)
rail-box (282, 892, 490, 956)
appeal-box-body: ಕೇಣಿ ಬಂದರು ನಿರ್ಮಾಣ ಯೋಜನೆ ಕೈಬಿಡುವಂತೆ ಆಗ್ರಹಿಸಿ ನಾಳೆ ಜಿಲ್ಲಾಧಿಕಾರಿಗಳಿಗೆ ಮನವಿ ಸಲ್ಲಿಸಲಾಗುವುದು. ಎಲ್ಲಾ ಮೀನುಗಾರರು ಪಾಲ್ಗೊಳ್ಳಬೇಕು ಎಂದು ವಿನಂತಿಸಲಾಗಿದೆ. (540, 180, 668, 200)
whatsapp-number: 72040 40654 (273, 105, 311, 112)
matka-number-cell: 59 (279, 236, 312, 250)
matka-number-cell: 15 (246, 250, 279, 264)
yatra-text-2: ಹಳಿಯಾಳ: ವಾಹನದಲ್ಲಿ ಅಕ್ರಮವಾಗಿ ಜಾನುವಾರುಗಳನ್ನು ಸಾಗಿಸುತ್ತಿದ್ದ ಯತ್ನವನ್ನು ಭಜರಂಗದಳ ಕಾರ್ಯಕರ್ತರು ತಡೆದು ಪೊಲೀಸರಿಗೆ ಒಪ್ಪಿಸಿದ್ದಾರೆ. ಚಾಲಕನನ್ನು ವಶಕ್ಕೆ ಪಡೆಯಲಾಗಿದೆ. (96, 886, 182, 912)
rail-col-1 (186, 806, 278, 886)
youtube-handle: nudijenu (334, 105, 359, 112)
twitter-handle: nudijenu (382, 105, 407, 112)
matka-number-cell: 49 (380, 278, 413, 292)
section-divider (0, 481, 674, 483)
masthead-title-right: ಜೇನು (238, 31, 339, 96)
matka-number-cell: 71 (212, 278, 245, 292)
yatra-text-1: ಹಳಿಯಾಳ: ವಾಹನದಲ್ಲಿ ಅಕ್ರಮವಾಗಿ ಜಾನುವಾರುಗಳನ್ನು ಸಾಗಿಸುತ್ತಿದ್ದ ಯತ್ನವನ್ನು ಭಜರಂಗದಳ ಕಾರ್ಯಕರ್ತರು ತಡೆದು ಪೊಲೀಸರಿಗೆ ಒಪ್ಪಿಸಿದ್ದಾರೆ. ಚಾಲಕನನ್ನು ವಶಕ್ಕೆ ಪಡೆಯಲಾಗಿದೆ. (6, 894, 92, 921)
ganesh-text-3b: ಕಾರವಾರ: ಗಣೇಶ ಚತುರ್ಥಿ ಹಬ್ಬವನ್ನು ಪರಿಸರ ಸ್ನೇಹಿಯಾಗಿ ಆಚರಿಸುವಂತೆ ಜಿಲ್ಲಾಧಿಕಾರಿ ಸೂಚಿಸಿದರು. ಪಿಒಪಿ ಮೂರ್ತಿಗಳ ಬಳಕೆ ನಿಷೇಧಿಸಲಾಗಿದ್ದು, ಮಣ್ಣಿನ ಮೂರ್ತಿಗಳನ್ನು ಮಾತ್ರ ಬಳಸಬೇಕು. ವಿಸರ್ಜನೆಗೆ ಪ್ರತ್ಯೇಕ ವ್ಯವಸ್ಥೆ ಮಾಡಲಾಗುವುದು. ಏಕ ಬಳಕೆಯ ಪ್ಲಾಸ್ಟಿಕ್ ಬಳಕೆ ಮಾಡಬಾರದು. ಸಾರ್ವಜನಿಕ ಗಣೇಶೋತ್ಸವ ಸಮಿತಿಗಳು ಅನುಮತಿ ಪಡೆಯಬೇಕು. ಶಾಂತಿ ಸುವ್ಯವಸ್ಥೆ ಕಾಪಾಡಲು ಪೊಲೀಸ್ ಇಲಾಖೆ ಸಿದ್ಧತೆ ನಡೆಸಿದೆ ಎಂದು ತಿಳಿಸಿದರು. (417, 681, 490, 760)
matka-number-cell: 51 (346, 250, 379, 264)
matka-number-grid (179, 208, 413, 292)
matka-number-cell: 31 (346, 236, 379, 250)
suicide-headline-2: ಆತ್ಮಹತ್ಯೆ!: ಪೋಷಕರಿಂದ ಶಂಕೆ ದೂರು (471, 355, 624, 370)
matka-number-cell: 25 (313, 264, 346, 278)
lead-col-6: ಕಾರವಾರ: ಜಿಲ್ಲೆಯಲ್ಲಿ ನಡೆಯುತ್ತಿರುವ ಓಸಿ ಮಟ್ಕಾ ಹಾಗೂ ಜೂಜಾಟ ಸೇರಿದಂತೆ ಅಕ್ರಮ ಚಟುವಟಿಕೆಗಳನ್ನು ತಡೆಯಲು ಪೊಲೀಸ್ ಇಲಾಖೆ ಕಟ್ಟುನಿಟ್ಟಿನ ಕ್ರಮ ಕೈಗೊಂಡಿದೆ. ಎಸ್ಪಿ ದೀಪನ್ ಎಂ.ಎನ್ ಅವರು ಎಲ್ಲಾ ಠಾಣೆಗಳಿಗೆ ಸೂಚನೆ ನೀಡಿದ್ದು, ಬುಕ್ಕಿಗಳ ವಿರುದ್ಧ ಪ್ರಕರಣ ದಾಖಲಿಸಲಾಗುತ್ತಿದೆ. ಗ್ರಾಮೀಣ ಪ್ರದೇಶಗಳಲ್ಲಿ ವಿಶೇಷ ಕಾರ್ಯಾಚರಣೆ ನಡೆಸಲಾಗಿದ್ದು, ಹಲವರನ್ನು ವಶಕ್ಕೆ ಪಡೆಯಲಾಗಿದೆ. ಸಾರ್ವಜನಿಕರು ಮಾಹಿತಿ ನೀಡಲು ಮನವಿ ಮಾಡಲಾಗಿದೆ. (339, 354, 416, 426)
rail-text-1c: ಕುಮಟಾ: ರೈಲ್ವೆ ಗೇಟ್ ಬಳಿ ಸರಕು ಸಾಗಾಟ ರೈಲು ಗಂಟೆಗಟ್ಟಲೆ ನಿಲ್ಲುವುದರಿಂದ ಸಾರ್ವಜನಿಕರು, ವಿದ್ಯಾರ್ಥಿಗಳು ಹಾಗೂ ವಾಹನ ಸವಾರರು ತೊಂದರೆ ಅನುಭವಿಸುತ್ತಿದ್ದಾರೆ. ತುರ್ತು ಸಂದರ್ಭಗಳಲ್ಲಿ ಆಂಬುಲೆನ್ಸ್ ಸಂಚಾರಕ್ಕೂ ಅಡಚಣೆಯಾಗುತ್ತಿದೆ. (186, 924, 278, 958)
rajiv-col-1 (6, 518, 92, 770)
quote-col-1: ಜಿಲ್ಲೆಯಲ್ಲಿ ಅಕ್ರಮ ಚಟುವಟಿಕೆಗಳಿಗೆ ಅವಕಾಶ ನೀಡುವುದಿಲ್ಲ. ಮಟ್ಕಾ ದಂಧೆಯಲ್ಲಿ ತೊಡಗಿದವರ ವಿರುದ್ಧ ಕಾನೂನು ಕ್ರಮ ಜರುಗಿಸಲಾಗುವುದು ಎಂದು ಎಸ್ಪಿ ತಿಳಿಸಿದ್ದಾರೆ. (101, 310, 254, 323)
rajiv-col-2 (96, 598, 174, 770)
matka-number-cell: 00 (346, 208, 379, 222)
right-story-body (423, 50, 531, 162)
ganesh-text-4b: ಕಾರವಾರ: ಗಣೇಶ ಚತುರ್ಥಿ ಹಬ್ಬವನ್ನು ಪರಿಸರ ಸ್ನೇಹಿಯಾಗಿ ಆಚರಿಸುವಂತೆ ಜಿಲ್ಲಾಧಿಕಾರಿ ಸೂಚಿಸಿದರು. ಪಿಒಪಿ ಮೂರ್ತಿಗಳ ಬಳಕೆ ನಿಷೇಧಿಸಲಾಗಿದ್ದು, ಮಣ್ಣಿನ ಮೂರ್ತಿಗಳನ್ನು ಮಾತ್ರ ಬಳಸಬೇಕು. ವಿಸರ್ಜನೆಗೆ ಪ್ರತ್ಯೇಕ ವ್ಯವಸ್ಥೆ ಮಾಡಲಾಗುವುದು. ಏಕ ಬಳಕೆಯ ಪ್ಲಾಸ್ಟಿಕ್ ಬಳಕೆ ಮಾಡಬಾರದು. ಸಾರ್ವಜನಿಕ ಗಣೇಶೋತ್ಸವ ಸಮಿತಿಗಳು ಅನುಮತಿ ಪಡೆಯಬೇಕು. ಶಾಂತಿ ಸುವ್ಯವಸ್ಥೆ ಕಾಪಾಡಲು ಪೊಲೀಸ್ ಇಲಾಖೆ ಸಿದ್ಧತೆ ನಡೆಸಿದೆ ಎಂದು ತಿಳಿಸಿದರು. (494, 591, 581, 658)
ganesh-text-5c: ಕಾರವಾರ: ಗಣೇಶ ಚತುರ್ಥಿ ಹಬ್ಬವನ್ನು ಪರಿಸರ ಸ್ನೇಹಿಯಾಗಿ ಆಚರಿಸುವಂತೆ ಜಿಲ್ಲಾಧಿಕಾರಿ ಸೂಚಿಸಿದರು. ಪಿಒಪಿ ಮೂರ್ತಿಗಳ ಬಳಕೆ ನಿಷೇಧಿಸಲಾಗಿದ್ದು, ಮಣ್ಣಿನ ಮೂರ್ತಿಗಳನ್ನು ಮಾತ್ರ ಬಳಸಬೇಕು. ವಿಸರ್ಜನೆಗೆ ಪ್ರತ್ಯೇಕ ವ್ಯವಸ್ಥೆ ಮಾಡಲಾಗುವುದು. ಏಕ ಬಳಕೆಯ ಪ್ಲಾಸ್ಟಿಕ್ ಬಳಕೆ ಮಾಡಬಾರದು. ಸಾರ್ವಜನಿಕ ಗಣೇಶೋತ್ಸವ ಸಮಿತಿಗಳು ಅನುಮತಿ ಪಡೆಯಬೇಕು. ಶಾಂತಿ ಸುವ್ಯವಸ್ಥೆ ಕಾಪಾಡಲು ಪೊಲೀಸ್ ಇಲಾಖೆ ಸಿದ್ಧತೆ ನಡೆಸಿದೆ ಎಂದು ತಿಳಿಸಿದರು. (585, 659, 672, 726)
ganesh-text-1b: ಕಾರವಾರ: ಗಣೇಶ ಚತುರ್ಥಿ ಹಬ್ಬವನ್ನು ಪರಿಸರ ಸ್ನೇಹಿಯಾಗಿ ಆಚರಿಸುವಂತೆ ಜಿಲ್ಲಾಧಿಕಾರಿ ಸೂಚಿಸಿದರು. ಪಿಒಪಿ ಮೂರ್ತಿಗಳ ಬಳಕೆ ನಿಷೇಧಿಸಲಾಗಿದ್ದು, ಮಣ್ಣಿನ ಮೂರ್ತಿಗಳನ್ನು ಮಾತ್ರ ಬಳಸಬೇಕು. ವಿಸರ್ಜನೆಗೆ ಪ್ರತ್ಯೇಕ ವ್ಯವಸ್ಥೆ ಮಾಡಲಾಗುವುದು. ಏಕ ಬಳಕೆಯ ಪ್ಲಾಸ್ಟಿಕ್ ಬಳಕೆ ಮಾಡಬಾರದು. ಸಾರ್ವಜನಿಕ ಗಣೇಶೋತ್ಸವ ಸಮಿತಿಗಳು ಅನುಮತಿ ಪಡೆಯಬೇಕು. ಶಾಂತಿ ಸುವ್ಯವಸ್ಥೆ ಕಾಪಾಡಲು ಪೊಲೀಸ್ ಇಲಾಖೆ ಸಿದ್ಧತೆ ನಡೆಸಿದೆ ಎಂದು ತಿಳಿಸಿದರು. (262, 613, 336, 693)
rail-kicker: ರಸ್ತೆಗೆ ಅಡ್ಡಲಾಗಿ ಗಂಟೆಗಟ್ಟಲೆ ನಿಲ್ಲುವ ಗೂಡ್ಸ್ ರೈಲು (275, 779, 403, 789)
rail-box-title: ರೈಲ್ವೆ ಇಲಾಖೆಗೆ ಸಮಸ್ಯೆ ಬಗೆಹರಿಸಿ (283, 893, 489, 904)
rail-col-2: ಕುಮಟಾ: ರೈಲ್ವೆ ಗೇಟ್ ಬಳಿ ಸರಕು ಸಾಗಾಟ ರೈಲು ಗಂಟೆಗಟ್ಟಲೆ ನಿಲ್ಲುವುದರಿಂದ ಸಾರ್ವಜನಿಕರು, ವಿದ್ಯಾರ್ಥಿಗಳು ಹಾಗೂ ವಾಹನ ಸವಾರರು ತೊಂದರೆ ಅನುಭವಿಸುತ್ತಿದ್ದಾರೆ. ತುರ್ತು ಸಂದರ್ಭಗಳಲ್ಲಿ ಆಂಬುಲೆನ್ಸ್ ಸಂಚಾರಕ್ಕೂ ಅಡಚಣೆಯಾಗುತ್ತಿದೆ. (282, 960, 384, 993)
ticker-keni-port: ಕೇಣಿ ವಾಣಿಜ್ಯ ಬಂದರು ಸಮಸ್ಯೆಗೆ ಒಕ್ಕೂಟದ ಸಾರ್ವಜನಿಕರ ಸಭೆ (421, 0, 674, 13)
matka-number-cell: 02 (313, 278, 346, 292)
suicide-col-2: ಅಂಕೋಲಾ: ತಾಲೂಕಿನ ಗ್ರಾಮವೊಂದರಲ್ಲಿ ಮದುವೆಯಾದ ನಾಲ್ಕು ತಿಂಗಳಲ್ಲೇ ಯುವತಿಯೊಬ್ಬಳು ಆತ್ಮಹತ್ಯೆ ಮಾಡಿಕೊಂಡಿದ್ದು, ಸಾವಿನ ಬಗ್ಗೆ ಪೋಷಕರು ಶಂಕೆ ವ್ಯಕ್ತಪಡಿಸಿ ಪೊಲೀಸರಿಗೆ ದೂರು ನೀಡಿದ್ದಾರೆ. ಆಗಸ್ಟ್ 19 ರಂದು ರಾತ್ರಿ ಘಟನೆ ನಡೆದಿದೆ. ಪ್ರಕರಣ ದಾಖಲಿಸಿಕೊಂಡ ಪೊಲೀಸರು ತನಿಖೆ ಕೈಗೊಂಡಿದ್ದಾರೆ. (507, 374, 588, 427)
matka-number-cell: 68 (179, 250, 212, 264)
rajiv-text-3: ಕಾರವಾರ: ಮಾಜಿ ಪ್ರಧಾನಿ ರಾಜೀವ್ ಗಾಂಧಿ ಅವರ ಜನ್ಮದಿನಾಚರಣೆಯನ್ನು ಕಾಂಗ್ರೆಸ್ ಕಚೇರಿಯಲ್ಲಿ ಆಚರಿಸಲಾಯಿತು. ಮಾಹಿತಿ ತಂತ್ರಜ್ಞಾನ ಕ್ರಾಂತಿಗೆ ಅವರು ಅಡಿಪಾಯ ಹಾಕಿದರು. ಯುವಕರಿಗೆ ಮತದಾನದ ಹಕ್ಕು, ಪಂಚಾಯತ್ ರಾಜ್ ವ್ಯವಸ್ಥೆ ಬಲಪಡಿಸಿದ ಕೀರ್ತಿ ಅವರಿಗೆ ಸಲ್ಲುತ್ತದೆ ಎಂದು ಹೇಳಿದರು. ಪಕ್ಷದ ಪದಾಧಿಕಾರಿಗಳು ಉಪಸ್ಥಿತರಿದ್ದರು. (178, 598, 256, 651)
lead-body-columns (6, 208, 94, 304)
suicide-col-3 (592, 374, 672, 478)
ganesh-col-4 (494, 524, 581, 772)
ganesh-text-2b: ಕಾರವಾರ: ಗಣೇಶ ಚತುರ್ಥಿ ಹಬ್ಬವನ್ನು ಪರಿಸರ ಸ್ನೇಹಿಯಾಗಿ ಆಚರಿಸುವಂತೆ ಜಿಲ್ಲಾಧಿಕಾರಿ ಸೂಚಿಸಿದರು. ಪಿಒಪಿ ಮೂರ್ತಿಗಳ ಬಳಕೆ ನಿಷೇಧಿಸಲಾಗಿದ್ದು, ಮಣ್ಣಿನ ಮೂರ್ತಿಗಳನ್ನು ಮಾತ್ರ ಬಳಸಬೇಕು. ವಿಸರ್ಜನೆಗೆ ಪ್ರತ್ಯೇಕ ವ್ಯವಸ್ಥೆ ಮಾಡಲಾಗುವುದು. ಏಕ ಬಳಕೆಯ ಪ್ಲಾಸ್ಟಿಕ್ ಬಳಕೆ ಮಾಡಬಾರದು. ಸಾರ್ವಜನಿಕ ಗಣೇಶೋತ್ಸವ ಸಮಿತಿಗಳು ಅನುಮತಿ ಪಡೆಯಬೇಕು. ಶಾಂತಿ ಸುವ್ಯವಸ್ಥೆ ಕಾಪಾಡಲು ಪೊಲೀಸ್ ಇಲಾಖೆ ಸಿದ್ಧತೆ ನಡೆಸಿದೆ ಎಂದು ತಿಳಿಸಿದರು. (340, 681, 413, 760)
lead-col-5: ಕಾರವಾರ: ಜಿಲ್ಲೆಯಲ್ಲಿ ನಡೆಯುತ್ತಿರುವ ಓಸಿ ಮಟ್ಕಾ ಹಾಗೂ ಜೂಜಾಟ ಸೇರಿದಂತೆ ಅಕ್ರಮ ಚಟುವಟಿಕೆಗಳನ್ನು ತಡೆಯಲು ಪೊಲೀಸ್ ಇಲಾಖೆ ಕಟ್ಟುನಿಟ್ಟಿನ ಕ್ರಮ ಕೈಗೊಂಡಿದೆ. ಎಸ್ಪಿ ದೀಪನ್ ಎಂ.ಎನ್ ಅವರು ಎಲ್ಲಾ ಠಾಣೆಗಳಿಗೆ ಸೂಚನೆ ನೀಡಿದ್ದು, ಬುಕ್ಕಿಗಳ ವಿರುದ್ಧ ಪ್ರಕರಣ ದಾಖಲಿಸಲಾಗುತ್ತಿದೆ. ಗ್ರಾಮೀಣ ಪ್ರದೇಶಗಳಲ್ಲಿ ವಿಶೇಷ ಕಾರ್ಯಾಚರಣೆ ನಡೆಸಲಾಗಿದ್ದು, ಹಲವರನ್ನು ವಶಕ್ಕೆ ಪಡೆಯಲಾಗಿದೆ. ಸಾರ್ವಜನಿಕರು ಮಾಹಿತಿ ನೀಡಲು ಮನವಿ ಮಾಡಲಾಗಿದೆ. (259, 354, 336, 426)
right-story-continued (423, 166, 531, 336)
matka-number-cell: 45 (212, 208, 245, 222)
matka-number-cell: 19 (179, 222, 212, 236)
matka-number-cell: 33 (279, 222, 312, 236)
ganesh-photo (340, 524, 490, 596)
